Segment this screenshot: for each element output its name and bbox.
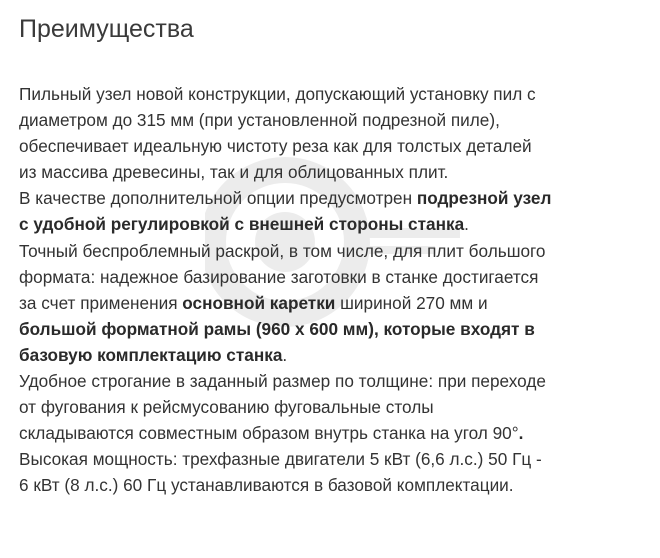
bold-text: основной каретки (182, 292, 336, 313)
text-line (19, 185, 649, 211)
text-run: Пильный узел новой конструкции, допускающий установку пил с (19, 84, 536, 104)
text-line (19, 159, 649, 185)
text-line (19, 238, 649, 264)
text-run: обеспечивает идеальную чистоту реза как для толстых деталей (19, 136, 532, 157)
text-run: из массива древесины, так и для облицованных плит. (19, 162, 449, 183)
text-line (19, 420, 649, 446)
text-line (19, 290, 649, 316)
text-run: диаметром до 315 мм (при установленной подрезной пиле), (19, 110, 500, 131)
text-run: Точный беспроблемный раскрой, в том числе, для плит большого (19, 240, 546, 261)
text-line (19, 394, 649, 420)
text-line (19, 81, 649, 107)
bold-text: с удобной регулировкой с внешней стороны станка (19, 214, 465, 235)
text-run: формата: надежное базирование заготовки в станке достигается (19, 266, 539, 287)
text-run: В качестве дополнительной опции предусмотрен (19, 188, 417, 209)
text-run: 6 кВт (8 л.с.) 60 Гц устанавливаются в базовой комплектации. (19, 475, 514, 496)
text-line (19, 316, 649, 342)
text-run: за счет применения (19, 292, 183, 313)
text-run: . (282, 344, 288, 365)
text-run: . (464, 214, 469, 235)
bold-text: базовую комплектацию станка (19, 344, 283, 365)
text-run: Удобное строгание в заданный размер по толщине: при переходе (19, 371, 546, 392)
page-title: Преимущества (19, 15, 194, 43)
text-line (19, 211, 649, 237)
text-line (19, 264, 649, 290)
text-line (19, 133, 649, 159)
advantages-text (19, 81, 649, 499)
text-run: складываются совместным образом внутрь станка на угол 90° (19, 423, 519, 444)
text-line (19, 342, 649, 368)
text-line (19, 107, 649, 133)
bold-text: большой форматной рамы (960 х 600 мм), которые входят в (19, 318, 535, 339)
text-line (19, 446, 649, 472)
text-run: шириной 270 мм и (335, 292, 488, 313)
bold-text: . (518, 423, 524, 444)
bold-text: подрезной узел (416, 188, 552, 209)
text-run: от фугования к рейсмусованию фуговальные столы (19, 397, 434, 418)
text-run: Высокая мощность: трехфазные двигатели 5 кВт (6,6 л.с.) 50 Гц - (19, 449, 542, 470)
text-line (19, 368, 649, 394)
text-line (19, 472, 649, 498)
